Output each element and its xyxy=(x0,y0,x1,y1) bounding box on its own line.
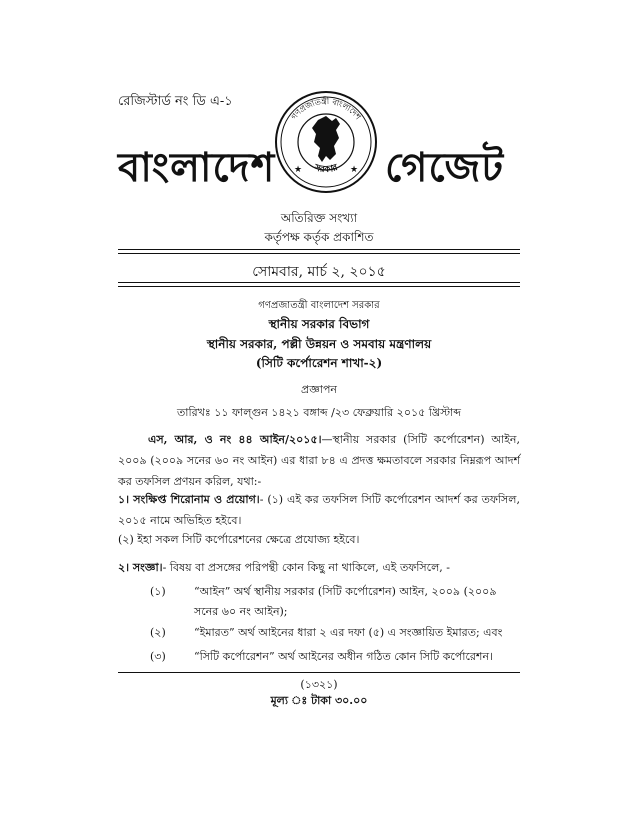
section-1-subclause: (২) ইহা সকল সিটি কর্পোরেশনের ক্ষেত্রে প্রযোজ্য হইবে। xyxy=(118,533,360,546)
section-1-paragraph xyxy=(118,489,520,531)
section-1-heading: ১। সংক্ষিপ্ত শিরোনাম ও প্রয়োগ। xyxy=(118,493,260,506)
divider xyxy=(118,282,520,283)
price-label: মূল্য ঃ টাকা ৩০.০০ xyxy=(270,694,368,707)
definition-number: (১) xyxy=(150,585,166,598)
division-name: স্থানীয় সরকার বিভাগ xyxy=(268,317,370,331)
preamble-text: —স্থানীয় সরকার (সিটি কর্পোরেশন) আইন, ২০০৯ (২০০৯ সনের ৬০ নং আইন) এর ধারা ৮৪ এ প্রদত্ত ক্ষমতাবলে সরকার নিম্নরূপ আদর্শ কর তফসিল প্রণয়ন করিল, যথা:- xyxy=(118,433,520,488)
seal-top-text: গণপ্রজাতন্ত্রী বাংলাদেশ xyxy=(289,96,363,122)
section-1-text: - (১) এই কর তফসিল সিটি কর্পোরেশন আদর্শ কর তফসিল, ২০১৫ নামে অভিহিত হইবে। xyxy=(118,493,520,527)
definition-text: “আইন” অর্থ স্থানীয় সরকার (সিটি কর্পোরেশন) আইন, ২০০৯ (২০০৯ সনের ৬০ নং আইন); xyxy=(194,585,497,618)
government-name: গণপ্রজাতন্ত্রী বাংলাদেশ সরকার xyxy=(258,300,380,311)
svg-text:★: ★ xyxy=(350,165,359,175)
page-number: (১৩২১) xyxy=(300,678,338,691)
divider xyxy=(118,249,520,250)
preamble-paragraph xyxy=(118,429,520,492)
divider xyxy=(118,253,520,254)
divider xyxy=(118,286,520,287)
definition-number: (২) xyxy=(150,626,166,639)
section-2-paragraph xyxy=(118,557,520,578)
definition-text: “সিটি কর্পোরেশন” অর্থ আইনের অধীন গঠিত কোন সিটি কর্পোরেশন। xyxy=(194,650,493,663)
extra-issue-label: অতিরিক্ত সংখ্যা xyxy=(280,211,358,225)
definition-number: (৩) xyxy=(150,650,166,663)
definition-text: “ইমারত” অর্থ আইনের ধারা ২ এর দফা (৫) এ সংজ্ঞায়িত ইমারত; এবং xyxy=(194,626,503,639)
seal-bottom-text: সরকার xyxy=(312,162,340,176)
government-seal-icon xyxy=(274,90,378,194)
gazette-title-bangladesh: বাংলাদেশ xyxy=(118,145,276,191)
published-by-label: কর্তৃপক্ষ কর্তৃক প্রকাশিত xyxy=(264,230,374,244)
section-2-text: - বিষয় বা প্রসঙ্গের পরিপন্থী কোন কিছু না থাকিলে, এই তফসিলে, - xyxy=(162,561,450,574)
notification-date: তারিখঃ ১১ ফাল্গুন ১৪২১ বঙ্গাব্দ /২৩ ফেব্রুয়ারি ২০১৫ খ্রিস্টাব্দ xyxy=(177,406,461,419)
branch-name: (সিটি কর্পোরেশন শাখা-২) xyxy=(255,356,383,370)
registration-number: রেজিস্টার্ড নং ডি এ-১ xyxy=(118,94,233,109)
gazette-title-gazette: গেজেট xyxy=(385,145,505,191)
svg-text:★: ★ xyxy=(294,165,303,175)
sro-number: এস, আর, ও নং ৪৪ আইন/২০১৫। xyxy=(148,433,322,446)
notification-heading: প্রজ্ঞাপন xyxy=(301,383,337,396)
footer-divider xyxy=(118,672,520,673)
gazette-date: সোমবার, মার্চ ২, ২০১৫ xyxy=(252,264,386,280)
section-2-heading: ২। সংজ্ঞা। xyxy=(118,561,163,574)
ministry-name: স্থানীয় সরকার, পল্লী উন্নয়ন ও সমবায় মন্ত্রণালয় xyxy=(206,337,432,351)
